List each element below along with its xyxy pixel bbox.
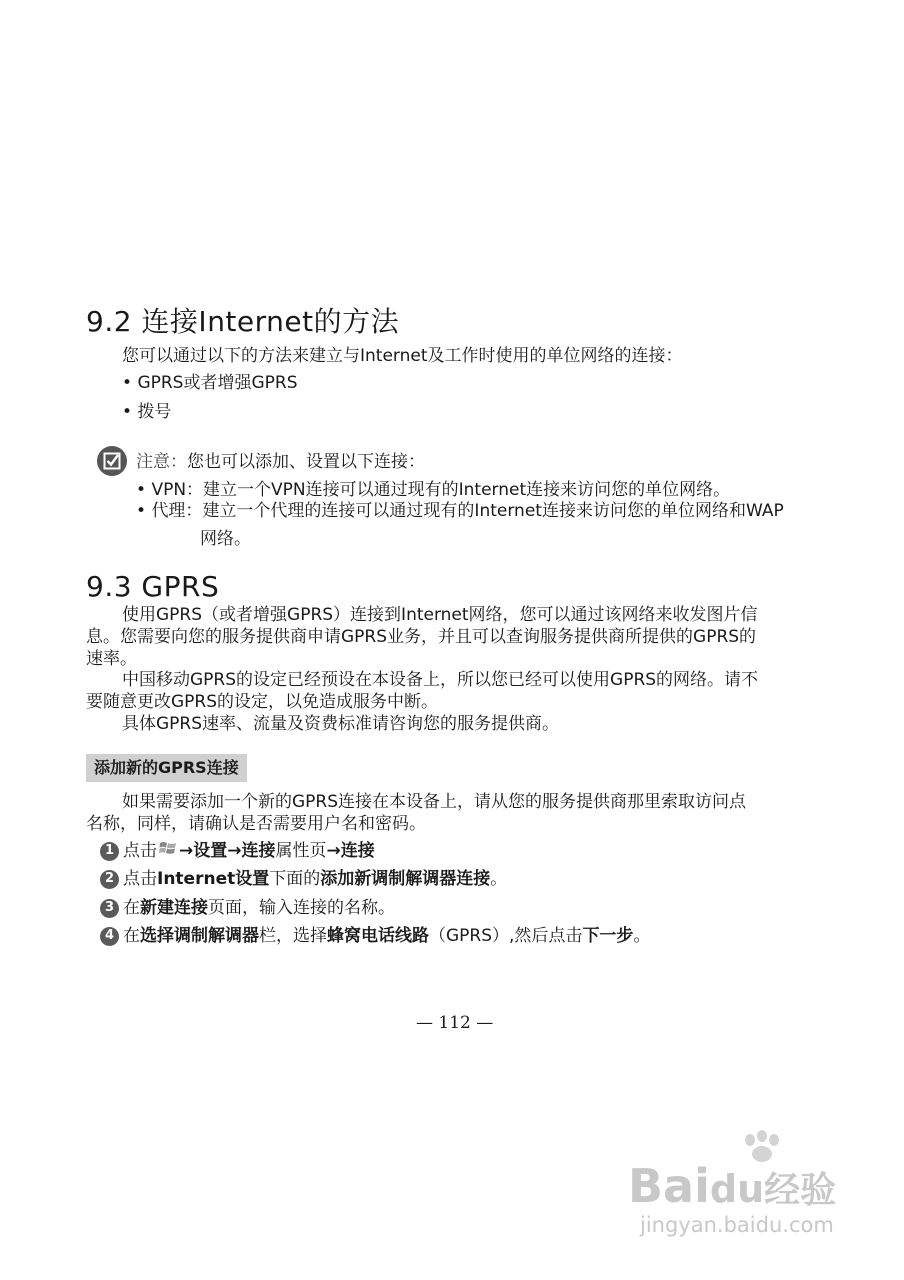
step-bold: Internet设置: [157, 869, 270, 889]
step-number: 2: [100, 870, 119, 889]
bullet-dialup: • 拨号: [122, 401, 171, 423]
note-item-proxy-cont: 网络。: [200, 529, 251, 549]
add-gprs-heading: 添加新的GPRS连接: [86, 754, 247, 782]
step-text: 属性页: [275, 841, 327, 861]
step-text: 在: [123, 898, 140, 918]
step-bold: 设置: [193, 841, 228, 861]
section-9-3-title: 9.3 GPRS: [86, 570, 220, 603]
watermark-cn: 经验: [764, 1170, 837, 1211]
step-text: 点击: [123, 841, 157, 861]
note-item-proxy: [136, 500, 784, 522]
note-item-text: 建立一个代理的连接可以通过现有的Internet连接来访问您的单位网络和WAP: [202, 501, 784, 521]
step-2: [100, 867, 507, 891]
step-bold: 下一步: [582, 926, 634, 946]
note-item-text: 建立一个VPN连接可以通过现有的Internet连接来访问您的单位网络。: [203, 480, 731, 500]
section-9-3-para1-line2: 息。您需要向您的服务提供商申请GPRS业务，并且可以查询服务提供商所提供的GPRS的: [86, 627, 757, 647]
step-text: 栏，选择: [259, 926, 327, 946]
step-text: 。: [633, 926, 651, 946]
step-text: （GPRS）,然后点击: [429, 926, 583, 946]
step-4: [100, 924, 650, 948]
step-text: 。: [490, 869, 508, 889]
step-number: 3: [100, 899, 119, 918]
section-9-3-para3: 具体GPRS速率、流量及资费标准请咨询您的服务提供商。: [122, 714, 560, 734]
note-line: [136, 451, 425, 473]
bullet-gprs: • GPRS或者增强GPRS: [122, 372, 298, 394]
windows-start-icon: [159, 839, 177, 863]
step-1: [100, 839, 375, 863]
page-number: — 112 —: [416, 1013, 494, 1033]
step-text: 在: [123, 926, 140, 946]
step-bold: 蜂窝电话线路: [327, 926, 429, 946]
watermark-url: jingyan.baidu.com: [640, 1213, 834, 1237]
section-9-2-title: 9.2 连接Internet的方法: [86, 305, 400, 338]
step-number: 1: [100, 842, 119, 861]
step-text: 页面，输入连接的名称。: [208, 898, 395, 918]
add-gprs-intro-line1: 如果需要添加一个新的GPRS连接在本设备上，请从您的服务提供商那里索取访问点: [122, 792, 747, 812]
step-text: 点击: [123, 869, 157, 889]
section-9-2-intro: 您可以通过以下的方法来建立与Internet及工作时使用的单位网络的连接：: [122, 346, 683, 366]
watermark-brand: Bai: [628, 1159, 710, 1213]
note-label: 注意：: [136, 452, 187, 472]
arrow-icon: →: [326, 841, 341, 861]
section-9-3-para2-line2: 要随意更改GPRS的设定，以免造成服务中断。: [86, 692, 439, 712]
step-bold: 选择调制解调器: [140, 926, 259, 946]
watermark-logo: [628, 1158, 836, 1219]
section-9-3-para1-line1: 使用GPRS（或者增强GPRS）连接到Internet网络，您可以通过该网络来收发图片信: [122, 605, 758, 625]
note-checkbox-icon: [97, 446, 127, 476]
watermark-paw: du: [709, 1167, 765, 1211]
note-item-term: 代理：: [151, 501, 203, 521]
step-bold: 连接: [241, 841, 276, 861]
step-bold: 新建连接: [140, 898, 208, 918]
step-3: [100, 896, 395, 920]
note-item-term: VPN：: [151, 480, 204, 500]
step-bold: 连接: [340, 841, 375, 861]
step-text: 下面的: [269, 869, 321, 889]
step-number: 4: [100, 927, 119, 946]
note-item-vpn: [136, 479, 730, 501]
section-9-3-para1-line3: 速率。: [86, 649, 137, 669]
paw-icon: [740, 1130, 786, 1168]
note-text: 您也可以添加、设置以下连接：: [187, 452, 425, 472]
add-gprs-intro-line2: 名称，同样，请确认是否需要用户名和密码。: [86, 814, 426, 834]
arrow-icon: →: [227, 841, 242, 861]
step-bold: 添加新调制解调器连接: [320, 869, 491, 889]
section-9-3-para2-line1: 中国移动GPRS的设定已经预设在本设备上，所以您已经可以使用GPRS的网络。请不: [122, 670, 759, 690]
arrow-icon: →: [179, 841, 194, 861]
